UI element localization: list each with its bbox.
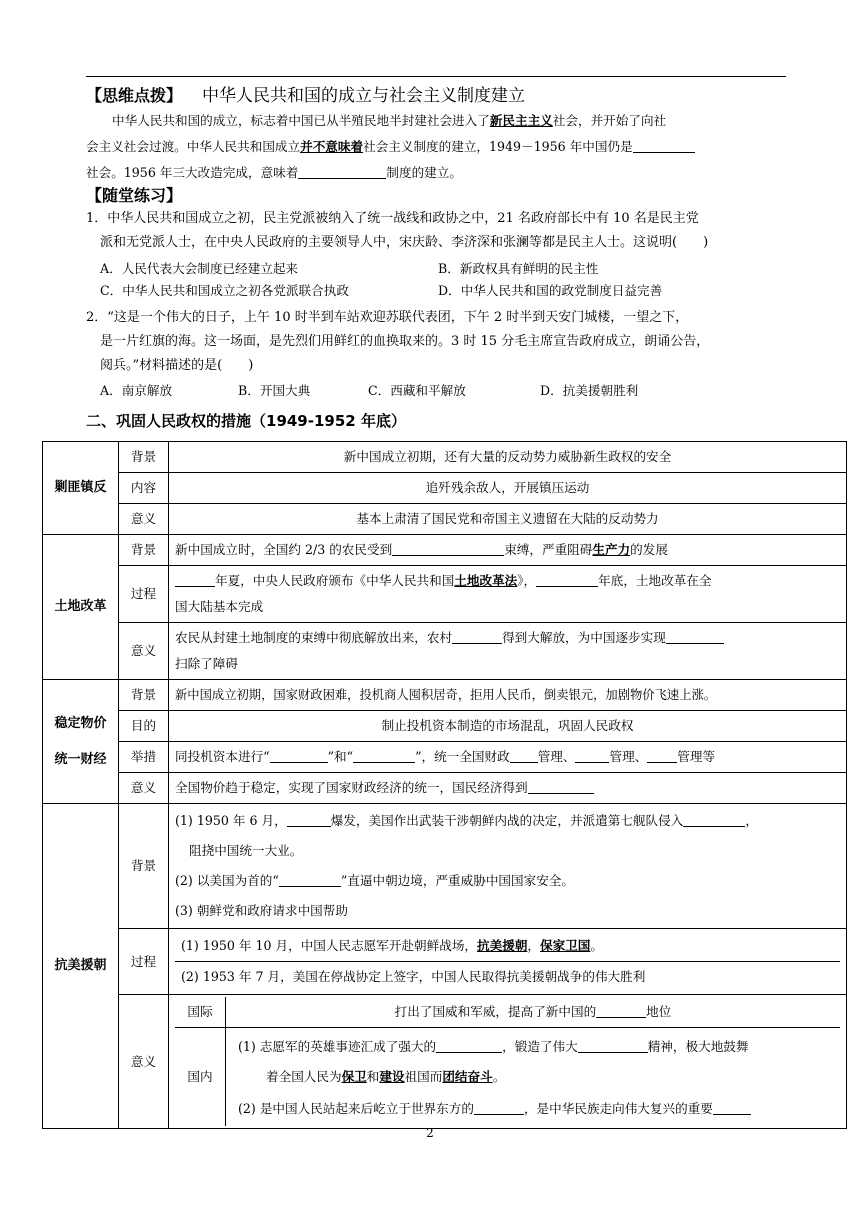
- option-d[interactable]: D．中华人民共和国的政党制度日益完善: [438, 283, 663, 298]
- cell-text-part: 祖国而: [404, 1069, 443, 1084]
- table-row: [43, 442, 847, 473]
- cell-text-part: 打出了国威和军威，提高了新中国的: [394, 1004, 597, 1019]
- category-land-reform: 土地改革: [43, 535, 119, 680]
- table-row: [43, 742, 847, 773]
- table-row: [43, 535, 847, 566]
- guide-text: 社会主义制度的建立，1949－1956 年中国仍是: [363, 139, 633, 154]
- cell-text: [169, 566, 847, 623]
- cell-text-part: 扫除了障碍: [175, 656, 238, 671]
- cell-text-part: ，: [745, 813, 758, 828]
- cell-text-part: 管理、: [537, 749, 576, 764]
- cell-text-part: 管理等: [677, 749, 716, 764]
- guide-keyword: 并不意味着: [300, 139, 364, 154]
- cell-text: [232, 1030, 834, 1094]
- category-economy: [43, 680, 119, 804]
- thinking-guide-title: 中华人民共和国的成立与社会主义制度建立: [202, 86, 526, 106]
- fill-blank[interactable]: [510, 748, 538, 763]
- fill-blank[interactable]: [596, 1003, 646, 1018]
- category-line: 稳定物价: [54, 715, 107, 731]
- option-c[interactable]: C．西藏和平解放: [368, 383, 466, 398]
- cell-text-part: 同投机资本进行“: [175, 749, 270, 764]
- cell-text-part: 束缚，严重阻碍: [504, 542, 593, 557]
- category-line: 统一财经: [54, 751, 107, 767]
- table-row: [43, 623, 847, 680]
- cell-text-part: ，锻造了伟大: [502, 1039, 578, 1054]
- row-label: 意义: [119, 995, 169, 1129]
- cell-text-part: 的发展: [630, 542, 668, 557]
- option-a[interactable]: A．人民代表大会制度已经建立起来: [100, 261, 299, 276]
- domestic-cell: [226, 1028, 841, 1127]
- fill-blank[interactable]: [287, 812, 331, 827]
- cell-text: [175, 931, 840, 962]
- option-b[interactable]: B．开国大典: [238, 383, 311, 398]
- cell-text-part: (1) 1950 年 10 月，中国人民志愿军开赴朝鲜战场，: [181, 938, 478, 953]
- fill-blank[interactable]: [683, 812, 745, 827]
- cell-text-part: 国大陆基本完成: [175, 599, 264, 614]
- row-label: 举措: [119, 742, 169, 773]
- fill-blank[interactable]: [270, 748, 328, 763]
- guide-text: 会主义社会过渡。中华人民共和国成立: [86, 139, 301, 154]
- table-row: [43, 566, 847, 623]
- cell-text: [169, 623, 847, 680]
- cell-text-part: 。: [492, 1069, 506, 1084]
- sub-label: 国际: [175, 997, 226, 1028]
- cell-text-part: ”直逼中朝边境，严重威胁中国国家安全。: [340, 873, 574, 888]
- cell-text-part: 。: [590, 938, 603, 953]
- fill-blank[interactable]: [436, 1038, 502, 1053]
- fill-blank[interactable]: [536, 572, 598, 587]
- fill-blank[interactable]: [528, 779, 594, 794]
- sub-label: 国内: [175, 1028, 226, 1127]
- question-text: 阅兵。”材料描述的是( ): [100, 358, 254, 373]
- row-label: 目的: [119, 711, 169, 742]
- cell-text-part: ”和“: [327, 749, 354, 764]
- cell-text: [232, 1094, 834, 1124]
- cell-text: [169, 773, 847, 804]
- cell-text-part: 年底，土地改革在全: [598, 573, 712, 588]
- cell-text-part: ，是中华民族走向伟大复兴的重要: [523, 1101, 713, 1116]
- keyword: 团结奋斗: [442, 1069, 493, 1084]
- cell-text: [169, 742, 847, 773]
- fill-blank[interactable]: [578, 1038, 648, 1053]
- row-label: 过程: [119, 929, 169, 995]
- option-c[interactable]: C．中华人民共和国成立之初各党派联合执政: [100, 283, 349, 298]
- fill-blank[interactable]: [575, 748, 609, 763]
- cell-text-part: ”，统一全国财政: [415, 749, 510, 764]
- thinking-guide-tag: 【思维点拨】: [86, 86, 183, 105]
- cell-text: 制止投机资本制造的市场混乱，巩固人民政权: [169, 711, 847, 742]
- table-row: [43, 504, 847, 535]
- question-1: [86, 207, 790, 255]
- table-row: [43, 680, 847, 711]
- cell-text-part: (3) 朝鲜党和政府请求中国帮助: [175, 903, 348, 918]
- row-label: 背景: [119, 804, 169, 929]
- thinking-guide-heading: [86, 86, 525, 106]
- row-label: 意义: [119, 623, 169, 680]
- cell-text: [169, 535, 847, 566]
- header-rule: [86, 76, 786, 77]
- process-subtable: [175, 931, 840, 992]
- table-row: [43, 995, 847, 1129]
- cell-text: [169, 929, 847, 995]
- fill-blank[interactable]: [353, 748, 415, 763]
- keyword: 保家卫国: [540, 938, 591, 953]
- cell-text: (2) 1953 年 7 月，美国在停战协定上签字，中国人民取得抗美援朝战争的伟大胜利: [181, 969, 646, 984]
- fill-blank[interactable]: [279, 872, 341, 887]
- significance-cell: [169, 995, 847, 1129]
- row-label: 意义: [119, 504, 169, 535]
- option-a[interactable]: A．南京解放: [100, 383, 173, 398]
- question-text: 2．“这是一个伟大的日子，上午 10 时半到车站欢迎苏联代表团，下午 2 时半到天安门城楼，一望之下，: [86, 310, 689, 325]
- keyword: 生产力: [592, 542, 631, 557]
- fill-blank[interactable]: [713, 1100, 751, 1115]
- keyword: 保卫: [341, 1069, 367, 1084]
- cell-text-part: 地位: [646, 1004, 672, 1019]
- fill-blank[interactable]: [474, 1100, 524, 1115]
- cell-text-part: 爆发，美国作出武装干涉朝鲜内战的决定，并派遣第七舰队侵入: [330, 813, 684, 828]
- significance-subtable: [175, 997, 840, 1126]
- table-row: [43, 473, 847, 504]
- cell-text: [226, 997, 841, 1028]
- category-korea: 抗美援朝: [43, 804, 119, 1129]
- cell-text-part: (2) 以美国为首的“: [175, 873, 279, 888]
- fill-blank[interactable]: [666, 629, 724, 644]
- cell-text: 新中国成立初期，国家财政困难，投机商人囤积居奇，拒用人民币，倒卖银元，加剧物价飞速上涨。: [169, 680, 847, 711]
- cell-text-part: (1) 1950 年 6 月，: [175, 813, 287, 828]
- cell-text-part: 得到大解放，为中国逐步实现: [502, 630, 666, 645]
- table-row: [43, 929, 847, 995]
- fill-blank[interactable]: [452, 629, 502, 644]
- cell-text: 基本上肃清了国民党和帝国主义遗留在大陆的反动势力: [169, 504, 847, 535]
- cell-text-part: 着全国人民为: [266, 1069, 342, 1084]
- domestic-subtable: [232, 1030, 834, 1124]
- option-d[interactable]: D．抗美援朝胜利: [540, 383, 639, 398]
- cell-text-part: ，: [527, 938, 540, 953]
- question-1-options: [100, 258, 662, 302]
- cell-text: 追歼残余敌人，开展镇压运动: [169, 473, 847, 504]
- question-2-options: [100, 380, 638, 402]
- section-2-title: 二、巩固人民政权的措施（1949-1952 年底）: [86, 412, 406, 430]
- row-label: 背景: [119, 535, 169, 566]
- question-2: [86, 306, 790, 378]
- fill-blank[interactable]: [633, 138, 695, 153]
- fill-blank[interactable]: [298, 164, 386, 179]
- guide-text: 中华人民共和国的成立，标志着中国已从半殖民地半封建社会进入了: [112, 113, 490, 128]
- table-row: [43, 773, 847, 804]
- guide-text: 制度的建立。: [386, 165, 462, 180]
- row-label: 背景: [119, 442, 169, 473]
- cell-text-part: 新中国成立时，全国约 2/3 的农民受到: [175, 542, 393, 557]
- page-number: 2: [426, 1126, 434, 1140]
- cell-text-part: 年夏，中央人民政府颁布《中华人民共和国: [215, 573, 455, 588]
- cell-text-part: 阻挠中国统一大业。: [189, 843, 303, 858]
- cell-text-part: 全国物价趋于稳定，实现了国家财政经济的统一，国民经济得到: [175, 780, 528, 795]
- row-label: 内容: [119, 473, 169, 504]
- cell-text-part: (1) 志愿军的英雄事迹汇成了强大的: [238, 1039, 437, 1054]
- cell-text-part: 农民从封建土地制度的束缚中彻底解放出来，农村: [175, 630, 453, 645]
- keyword: 建设: [379, 1069, 405, 1084]
- table-row: [43, 804, 847, 929]
- cell-text-part: 》，: [517, 573, 537, 588]
- cell-text: [169, 804, 847, 929]
- keyword: 抗美援朝: [477, 938, 528, 953]
- keyword: 土地改革法: [454, 573, 518, 588]
- option-b[interactable]: B．新政权具有鲜明的民主性: [438, 261, 599, 276]
- fill-blank[interactable]: [647, 748, 677, 763]
- cell-text-part: 和: [366, 1069, 380, 1084]
- cell-text-part: 管理、: [609, 749, 648, 764]
- category-bandit: 剿匪镇反: [43, 442, 119, 535]
- row-label: 意义: [119, 773, 169, 804]
- guide-text: 社会，并开始了向社: [552, 113, 667, 128]
- fill-blank[interactable]: [175, 572, 215, 587]
- cell-text: 新中国成立初期，还有大量的反动势力威胁新生政权的安全: [169, 442, 847, 473]
- cell-text-part: 精神，极大地鼓舞: [647, 1039, 749, 1054]
- guide-keyword: 新民主主义: [489, 113, 553, 128]
- row-label: 过程: [119, 566, 169, 623]
- question-text: 是一片红旗的海。这一场面，是先烈们用鲜红的血换取来的。3 时 15 分毛主席宣告政府成立，朗诵公告，: [100, 334, 710, 349]
- measures-table: [42, 441, 847, 1129]
- table-row: [43, 711, 847, 742]
- fill-blank[interactable]: [392, 541, 504, 556]
- question-text: 1．中华人民共和国成立之初，民主党派被纳入了统一战线和政协之中，21 名政府部长中有 10 名是民主党: [86, 211, 699, 226]
- row-label: 背景: [119, 680, 169, 711]
- cell-text-part: (2) 是中国人民站起来后屹立于世界东方的: [238, 1101, 474, 1116]
- thinking-guide-paragraph: [86, 108, 790, 186]
- guide-text: 社会。1956 年三大改造完成，意味着: [86, 165, 299, 180]
- practice-heading: 【随堂练习】: [86, 186, 183, 205]
- question-text: 派和无党派人士，在中央人民政府的主要领导人中，宋庆龄、李济深和张澜等都是民主人士。这说明( ): [100, 235, 709, 250]
